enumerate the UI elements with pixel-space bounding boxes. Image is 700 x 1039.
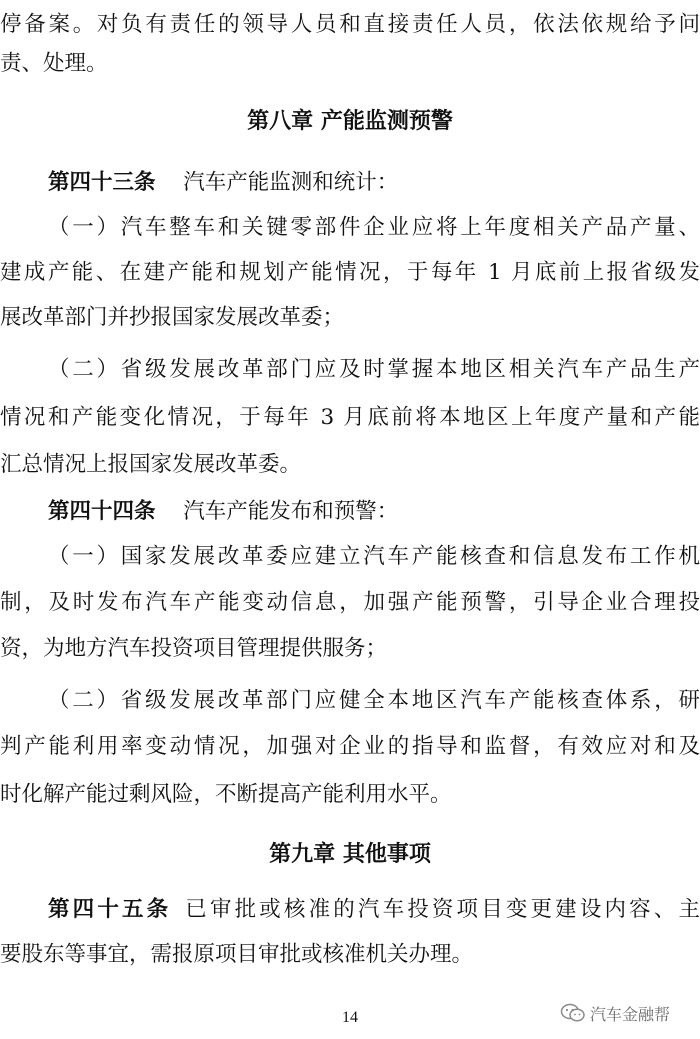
article-45-text-1: 已审批或核准的汽车投资项目变更建设内容、主 [185, 897, 700, 922]
chapter-8-title: 第八章 产能监测预警 [247, 109, 453, 134]
article-43-item-1-line-3: 展改革部门并抄报国家发展改革委； [0, 305, 345, 330]
article-43-item-2-line-1: （二）省级发展改革部门应及时掌握本地区相关汽车产品生产 [48, 357, 700, 382]
watermark-text: 汽车金融帮 [590, 1004, 671, 1024]
article-43-item-1-line-2: 建成产能、在建产能和规划产能情况，于每年 1 月底前上报省级发 [0, 260, 700, 285]
article-43-label: 第四十三条 [48, 170, 156, 195]
article-44-item-1-line-3: 资，为地方汽车投资项目管理提供服务； [0, 636, 388, 661]
article-44-item-2-line-3: 时化解产能过剩风险，不断提高产能利用水平。 [0, 782, 452, 807]
article-45-line-1 [0, 895, 700, 925]
article-43-item-1-line-1: （一）汽车整车和关键零部件企业应将上年度相关产品产量、 [48, 215, 700, 240]
article-45-line-2: 要股东等事宜，需报原项目审批或核准机关办理。 [0, 942, 474, 967]
chapter-9-title: 第九章 其他事项 [269, 842, 431, 867]
article-43-heading-line [0, 168, 700, 198]
article-43-item-2-line-3: 汇总情况上报国家发展改革委。 [0, 452, 302, 477]
article-44-item-2-line-1: （二）省级发展改革部门应健全本地区汽车产能核查体系，研 [48, 688, 700, 713]
article-43-heading: 汽车产能监测和统计： [183, 170, 399, 195]
article-43-item-2-line-2: 情况和产能变化情况，于每年 3 月底前将本地区上年度产量和产能 [0, 405, 700, 430]
continuation-line-2: 责、处理。 [0, 51, 108, 76]
article-45-label: 第四十五条 [48, 897, 172, 922]
article-44-label: 第四十四条 [48, 499, 156, 524]
article-44-heading: 汽车产能发布和预警： [183, 499, 399, 524]
continuation-line-1: 停备案。对负有责任的领导人员和直接责任人员，依法依规给予问 [0, 12, 700, 37]
page-number: 14 [342, 1009, 358, 1026]
article-44-heading-line [0, 497, 700, 527]
article-44-item-1-line-1: （一）国家发展改革委应建立汽车产能核查和信息发布工作机 [48, 544, 700, 569]
article-44-item-2-line-2: 判产能利用率变动情况，加强对企业的指导和监督，有效应对和及 [0, 734, 700, 759]
article-44-item-1-line-2: 制，及时发布汽车产能变动信息，加强产能预警，引导企业合理投 [0, 590, 700, 615]
